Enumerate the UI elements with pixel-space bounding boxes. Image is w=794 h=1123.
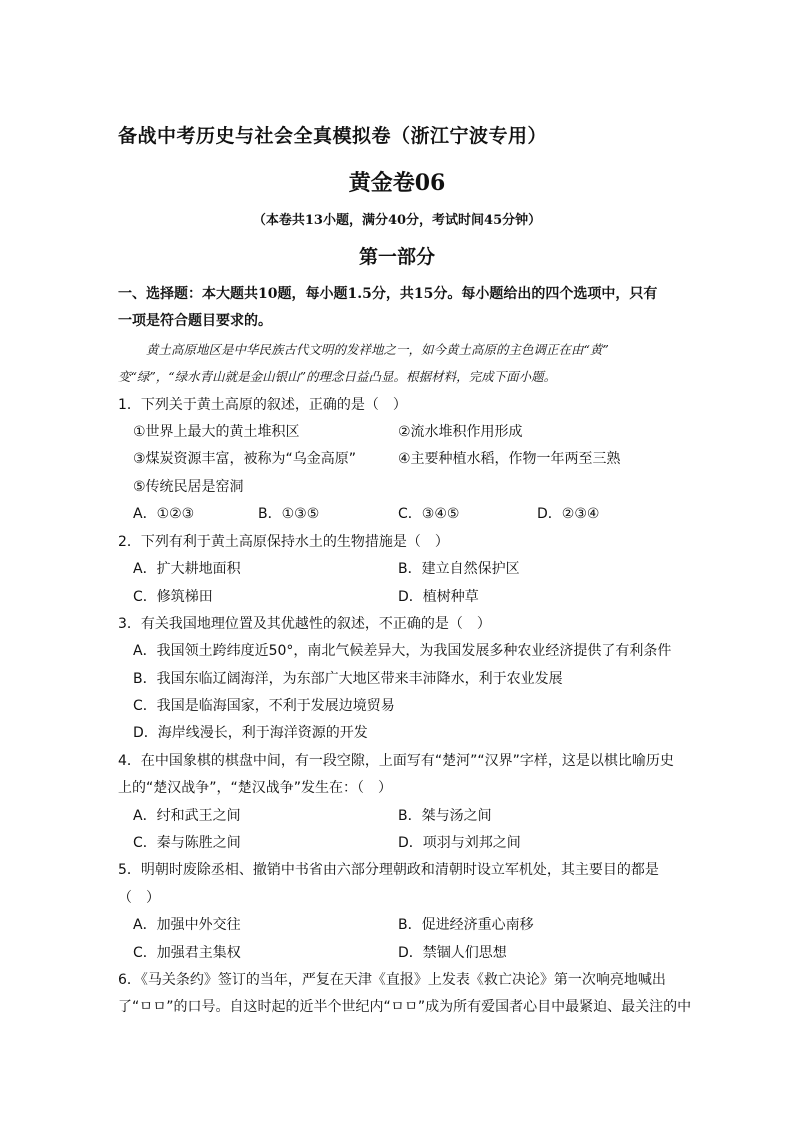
statement-4: ④主要种植水稻，作物一年两至三熟 — [398, 451, 621, 467]
question-6-stem-line-2: 了“ㅁㅁ”的口号。自这时起的近半个世纪内“ㅁㅁ”成为所有爱国者心目中最紧迫、最关注的中 — [118, 999, 692, 1015]
question-3-stem: 3．有关我国地理位置及其优越性的叙述，不正确的是（ ） — [118, 616, 491, 632]
q4-option-b[interactable]: B．桀与汤之间 — [398, 808, 492, 824]
q2-option-b[interactable]: B．建立自然保护区 — [398, 561, 520, 577]
q4-option-a[interactable]: A．纣和武王之间 — [133, 808, 241, 824]
section-instruction-line-1: 一、选择题：本大题共10题，每小题1.5分，共15分。每小题给出的四个选项中，只有 — [118, 286, 658, 302]
q1-option-b[interactable]: B．①③⑤ — [258, 506, 320, 522]
q3-option-c[interactable]: C．我国是临海国家，不利于发展边境贸易 — [133, 698, 395, 714]
question-5-stem-line-2: （ ） — [118, 890, 160, 906]
q4-option-d[interactable]: D．项羽与刘邦之间 — [398, 835, 521, 851]
exam-subtitle: （本卷共13小题，满分40分，考试时间45分钟） — [252, 213, 542, 228]
q2-option-a[interactable]: A．扩大耕地面积 — [133, 561, 241, 577]
statement-5: ⑤传统民居是窑洞 — [133, 479, 244, 495]
q1-option-c[interactable]: C．③④⑤ — [398, 506, 460, 522]
question-2-stem: 2．下列有利于黄土高原保持水土的生物措施是（ ） — [118, 534, 449, 550]
question-6-stem-line-1: 6．《马关条约》签订的当年，严复在天津《直报》上发表《救亡决论》第一次响亮地喊出 — [118, 972, 666, 988]
part-heading: 第一部分 — [358, 246, 435, 268]
question-5-stem-line-1: 5．明朝时废除丞相、撤销中书省由六部分理朝政和清朝时设立军机处，其主要目的都是 — [118, 862, 659, 878]
q2-option-d[interactable]: D．植树种草 — [398, 589, 479, 605]
q3-option-d[interactable]: D．海岸线漫长，利于海洋资源的开发 — [133, 725, 368, 741]
statement-3: ③煤炭资源丰富，被称为“乌金高原” — [133, 451, 357, 467]
q2-option-c[interactable]: C．修筑梯田 — [133, 589, 213, 605]
question-1-stem: 1．下列关于黄土高原的叙述，正确的是（ ） — [118, 397, 407, 413]
q4-option-c[interactable]: C．秦与陈胜之间 — [133, 835, 241, 851]
q1-option-d[interactable]: D．②③④ — [537, 506, 600, 522]
question-4-stem-line-2: 上的“楚汉战争”，“楚汉战争”发生在：（ ） — [118, 780, 393, 796]
question-4-stem-line-1: 4．在中国象棋的棋盘中间，有一段空隙，上面写有“楚河”“汉界”字样，这是以棋比喻历史 — [118, 753, 674, 769]
material-line-1: 黄土高原地区是中华民族古代文明的发祥地之一，如今黄土高原的主色调正在由“黄” — [146, 342, 609, 357]
q3-option-a[interactable]: A．我国领土跨纬度近50°，南北气候差异大，为我国发展多种农业经济提供了有利条件 — [133, 643, 672, 659]
q5-option-b[interactable]: B．促进经济重心南移 — [398, 917, 534, 933]
paper-number: 黄金卷06 — [348, 170, 446, 196]
exam-title: 备战中考历史与社会全真模拟卷（浙江宁波专用） — [118, 125, 548, 147]
statement-1: ①世界上最大的黄土堆积区 — [133, 424, 300, 440]
q5-option-c[interactable]: C．加强君主集权 — [133, 945, 241, 961]
material-line-2: 变“绿”，“绿水青山就是金山银山”的理念日益凸显。根据材料，完成下面小题。 — [118, 369, 557, 384]
section-instruction-line-2: 一项是符合题目要求的。 — [118, 313, 272, 329]
q1-option-a[interactable]: A．①②③ — [133, 506, 195, 522]
q5-option-a[interactable]: A．加强中外交往 — [133, 917, 241, 933]
q5-option-d[interactable]: D．禁锢人们思想 — [398, 945, 507, 961]
statement-2: ②流水堆积作用形成 — [398, 424, 523, 440]
q3-option-b[interactable]: B．我国东临辽阔海洋，为东部广大地区带来丰沛降水，利于农业发展 — [133, 671, 563, 687]
